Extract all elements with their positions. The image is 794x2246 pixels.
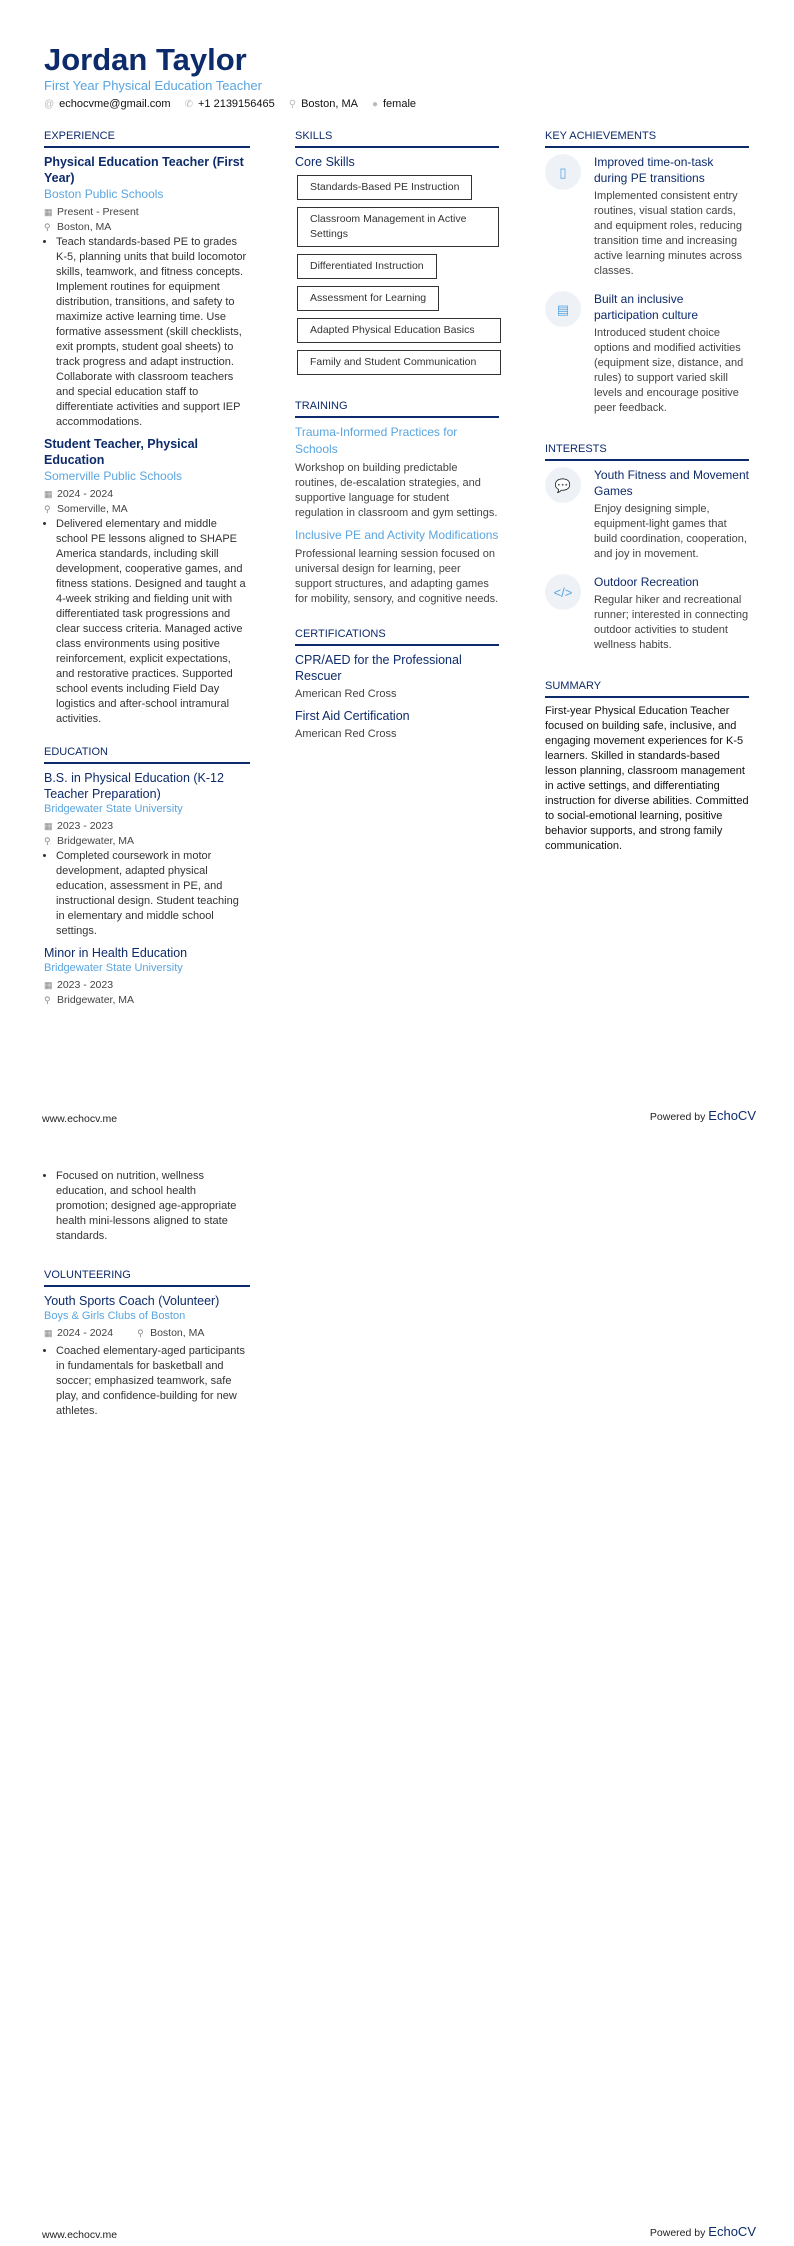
calendar-icon: ▦ (44, 821, 53, 831)
cert-title: First Aid Certification (295, 709, 410, 723)
dates: 2024 - 2024 (57, 1327, 114, 1339)
dates: Present - Present (57, 206, 139, 218)
skill-chip: Classroom Management in Active Settings (297, 207, 499, 247)
bullet: • Focused on nutrition, wellness education, and school health promotion; designed age-appropriate health mini-lessons aligned to state standards. (56, 1169, 250, 1244)
footer-powered (650, 2224, 756, 2241)
achievements-section (545, 129, 749, 422)
store-icon: ▤ (545, 291, 581, 327)
footer-powered (650, 1108, 756, 1125)
achievement-title: Built an inclusive participation culture (594, 292, 699, 322)
cert-title: CPR/AED for the Professional Rescuer (295, 653, 462, 683)
skill-chip: Family and Student Communication (297, 350, 501, 375)
location: Boston, MA (301, 98, 358, 110)
training-desc: Professional learning session focused on universal design for learning, peer support structures, and adapting games for mobility, sensory, and cognitive needs. (295, 548, 499, 605)
section-heading: SUMMARY (545, 679, 749, 698)
cert-issuer: American Red Cross (295, 728, 397, 740)
code-icon: </> (545, 574, 581, 610)
contact-bar (44, 97, 416, 112)
section-heading: KEY ACHIEVEMENTS (545, 129, 749, 148)
interest-title: Outdoor Recreation (594, 575, 699, 589)
section-heading: EXPERIENCE (44, 129, 250, 148)
brand-logo[interactable]: EchoCV (708, 1108, 756, 1123)
footer-url[interactable]: www.echocv.me (42, 1113, 118, 1125)
section-heading: TRAINING (295, 399, 499, 418)
section-heading: VOLUNTEERING (44, 1268, 250, 1287)
education-section (44, 745, 250, 1008)
section-heading: SKILLS (295, 129, 499, 148)
skill-chip: Assessment for Learning (297, 286, 439, 311)
achievement-item (545, 291, 749, 422)
middle-column (295, 129, 499, 760)
bullet: • Completed coursework in motor development, adapted physical education, assessment in PE, and instructional design. Student teaching in elementary and middle school settings. (56, 849, 250, 939)
email[interactable]: echocvme@gmail.com (59, 98, 171, 110)
school: Bridgewater State University (44, 962, 183, 974)
certifications-section (295, 627, 499, 742)
summary-section (545, 679, 749, 854)
skill-chip: Differentiated Instruction (297, 254, 437, 279)
training-section (295, 399, 499, 607)
location: Boston, MA (57, 221, 112, 233)
right-column (545, 129, 749, 872)
location-icon: ⚲ (44, 222, 51, 232)
left-column-page2 (44, 1169, 250, 1437)
experience-section (44, 129, 250, 727)
phone-icon: ✆ (184, 99, 193, 110)
job-title: Physical Education Teacher (First Year) (44, 155, 244, 185)
interests-section (545, 442, 749, 659)
dates: 2023 - 2023 (57, 820, 114, 832)
job-title: Student Teacher, Physical Education (44, 437, 198, 467)
location: Bridgewater, MA (57, 994, 135, 1006)
person-icon: ● (371, 99, 378, 110)
summary-text: First-year Physical Education Teacher focused on building safe, inclusive, and engaging movement experiences for K-5 learners. Skilled in standards-based lesson planning, classroom management in active settings, and differentiating instruction for diverse abilities. Committed to social-emotional learning, positive behavior supports, and strong family communication. (545, 705, 749, 852)
phone[interactable]: +1 2139156465 (197, 98, 275, 110)
tablet-icon: ▯ (545, 154, 581, 190)
calendar-icon: ▦ (44, 980, 53, 990)
section-heading: CERTIFICATIONS (295, 627, 499, 646)
at-icon: @ (44, 99, 55, 110)
powered-by: Powered by (649, 2227, 706, 2239)
location-icon: ⚲ (137, 1328, 144, 1338)
cert-issuer: American Red Cross (295, 688, 397, 700)
section-heading: INTERESTS (545, 442, 749, 461)
candidate-name: Jordan Taylor (44, 42, 247, 77)
interest-item (545, 467, 749, 568)
education-item (44, 945, 250, 1008)
interest-item (545, 574, 749, 659)
achievement-item (545, 154, 749, 285)
skill-group-title: Core Skills (295, 155, 355, 169)
bullet: • Teach standards-based PE to grades K-5, planning units that build locomotor skills, teamwork, and fitness concepts. Implement routines for equipment distribution, transitions, and safety to maximize active learning time. Use formative assessment (skill checklists, exit prompts, student goal sheets) to track progress and adapt instruction. Collaborate with classroom teachers and special education staff to differentiate activities and support IEP accommodations. (56, 235, 250, 430)
calendar-icon: ▦ (44, 1328, 53, 1338)
location: Somerville, MA (57, 503, 128, 515)
achievement-title: Improved time-on-task during PE transitions (594, 155, 714, 185)
education-item (44, 770, 250, 939)
interest-desc: Regular hiker and recreational runner; interested in connecting outdoor activities to student wellness habits. (594, 594, 749, 651)
training-desc: Workshop on building predictable routines, de-escalation strategies, and supportive language for student regulation in classroom and gym settings. (295, 462, 498, 519)
interest-title: Youth Fitness and Movement Games (594, 468, 749, 498)
bullet: • Delivered elementary and middle school PE lessons aligned to SHAPE America standards, including skill development, cooperative games, and fitness stations. Designed and taught a 4-week striking and fielding unit with differentiated task progressions and clear success criteria. Managed active class environments using positive reinforcement, explicit expectations, and restorative practices. Supported school events including Field Day logistics and after-school intramural activities. (56, 517, 250, 727)
volunteer-title: Youth Sports Coach (Volunteer) (44, 1294, 220, 1308)
achievement-desc: Introduced student choice options and modified activities (equipment size, distance, and rules) to support varied skill levels and encourage positive peer feedback. (594, 327, 744, 414)
footer-url[interactable]: www.echocv.me (42, 2229, 118, 2241)
gender: female (383, 98, 417, 110)
bullet: • Coached elementary-aged participants in fundamentals for basketball and soccer; emphasized teamwork, safe play, and confidence-building for new athletes. (56, 1344, 250, 1419)
company: Boston Public Schools (44, 187, 164, 201)
interest-desc: Enjoy designing simple, equipment-light games that build coordination, cooperation, and joy in movement. (594, 503, 747, 560)
experience-item (44, 154, 250, 430)
company: Somerville Public Schools (44, 469, 183, 483)
dates: 2023 - 2023 (57, 979, 114, 991)
location-icon: ⚲ (44, 995, 51, 1005)
degree: B.S. in Physical Education (K-12 Teacher Preparation) (44, 771, 224, 801)
powered-by: Powered by (649, 1111, 706, 1123)
location-icon: ⚲ (288, 99, 297, 110)
chat-icon: 💬 (545, 467, 581, 503)
location: Bridgewater, MA (57, 835, 135, 847)
skill-chip: Adapted Physical Education Basics (297, 318, 501, 343)
candidate-title: First Year Physical Education Teacher (44, 78, 262, 93)
volunteering-section (44, 1268, 250, 1419)
achievement-desc: Implemented consistent entry routines, visual station cards, and equipment roles, reducing transition time and increasing active learning minutes across classes. (594, 190, 742, 277)
brand-logo[interactable]: EchoCV (708, 2224, 756, 2239)
location: Boston, MA (150, 1327, 205, 1339)
left-column (44, 129, 250, 1026)
calendar-icon: ▦ (44, 207, 53, 217)
experience-item (44, 436, 250, 727)
dates: 2024 - 2024 (57, 488, 114, 500)
location-icon: ⚲ (44, 504, 51, 514)
school: Bridgewater State University (44, 803, 183, 815)
skill-chip: Standards-Based PE Instruction (297, 175, 472, 200)
location-icon: ⚲ (44, 836, 51, 846)
training-title: Inclusive PE and Activity Modifications (295, 528, 499, 542)
volunteer-org: Boys & Girls Clubs of Boston (44, 1310, 186, 1322)
degree: Minor in Health Education (44, 946, 188, 960)
section-heading: EDUCATION (44, 745, 250, 764)
training-title: Trauma-Informed Practices for Schools (295, 425, 458, 456)
skills-section (295, 129, 499, 377)
calendar-icon: ▦ (44, 489, 53, 499)
